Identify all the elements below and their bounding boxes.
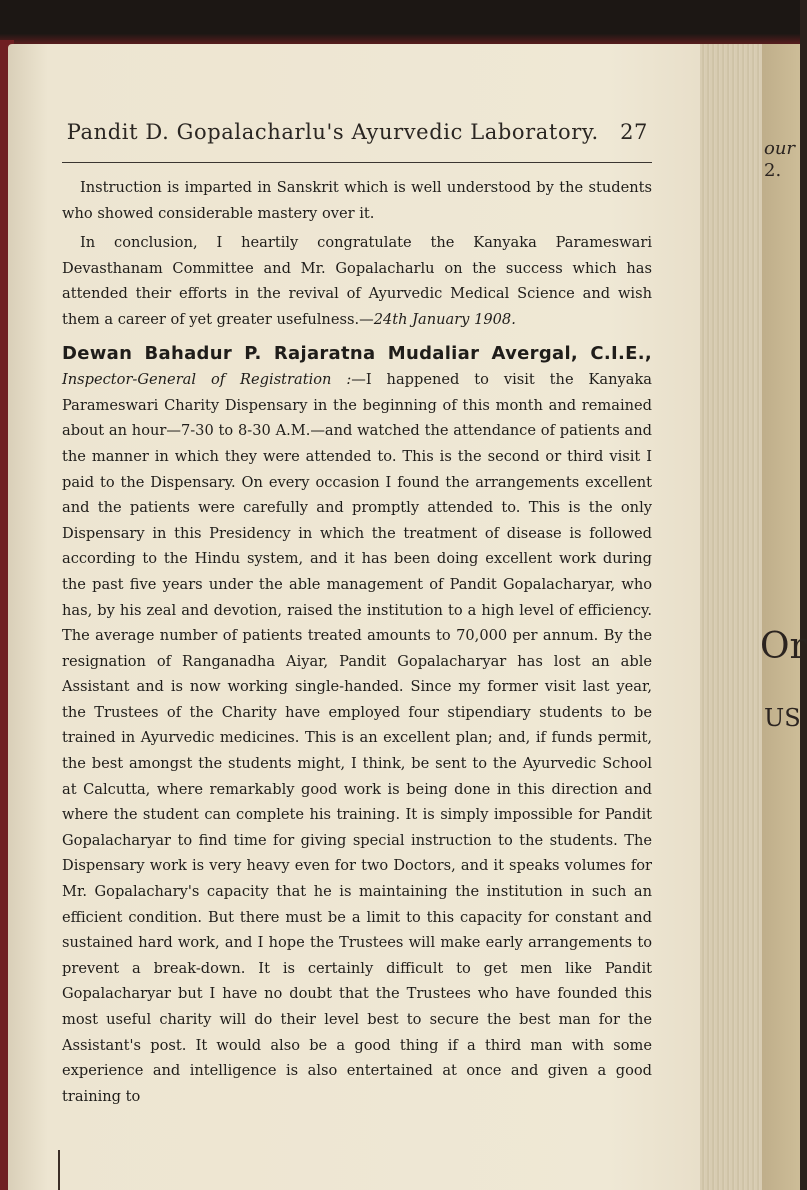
page-edges: [700, 44, 762, 1190]
paragraph: Instruction is imparted in Sanskrit which is well understood by the students who showed considerable mastery over it.: [62, 179, 652, 222]
author-name: Dewan Bahadur P. Rajaratna Mudaliar Avergal, C.I.E.,: [62, 342, 652, 364]
running-header: [62, 120, 652, 144]
next-page-fragment: US: [764, 704, 801, 732]
next-page-fragment: 2.: [764, 160, 782, 181]
next-page-fragment: our: [764, 138, 796, 159]
letter-date: 24th January 1908.: [373, 310, 516, 328]
next-page-edge: [760, 44, 807, 1190]
page-content: [62, 120, 652, 1109]
paragraph: [62, 230, 652, 332]
book-cover-top: [0, 0, 800, 48]
running-title: Pandit D. Gopalacharlu's Ayurvedic Laboratory.: [66, 120, 599, 144]
paragraph-text: —I happened to visit the Kanyaka Parameswari Charity Dispensary in the beginning of this month and remained about an hour—7-30 to 8-30 A.M.—and watched the attendance of patients and the manner in which they were attended to. This is the second or third visit I paid to the Dispensary. On every occasion I found the arrangements excellent and the patients were carefully and promptly attended to. This is the only Dispensary in this Presidency in which the treatment of disease is followed according to the Hindu system, and it has been doing excellent work during the past five years under the able management of Pandit Gopalacharyar, who has, by his zeal and devotion, raised the institution to a high level of efficiency. The average number of patients treated amounts to 70,000 per annum. By the resignation of Ranganadha Aiyar, Pandit Gopalacharyar has lost an able Assistant and is now working single-handed. Since my former visit last year, the Trustees of the Charity have employed four stipendiary students to be trained in Ayurvedic medicines. This is an excellent plan; and, if funds permit, the best amongst the students might, I think, be sent to the Ayurvedic School at Calcutta, where remarkably good work is being done in this direction and where the student can complete his training. It is simply impossible for Pandit Gopalacharyar to find time for giving special instruction to the students. The Dispensary work is very heavy even for two Doctors, and it speaks volumes for Mr. Gopalachary's capacity that he is maintaining the institution in such an efficient condition. But there must be a limit to this capacity for constant and sustained hard work, and I hope the Trustees will make early arrangements to prevent a break-down. It is certainly difficult to get men like Pandit Gopalacharyar but I have no doubt that the Trustees who have founded this most useful charity will do their level best to secure the best man for the Assistant's post. It would also be a good thing if a third man with some experience and intelligence is also entertained at once and given a good training to: [62, 371, 652, 1105]
paragraph-text: In conclusion, I heartily congratulate the Kanyaka Parameswari Devasthanam Committee and Mr. Gopalacharlu on the success which has attended their efforts in the revival of Ayurvedic Medical Science and wish them a career of yet greater usefulness.—: [62, 234, 652, 328]
next-page-fragment: Or: [760, 626, 807, 667]
page-number: 27: [620, 120, 648, 144]
paragraph: [62, 341, 652, 1110]
header-rule: [62, 162, 652, 163]
author-title: Inspector-General of Registration :: [62, 371, 352, 389]
gutter-shadow: [58, 1150, 60, 1190]
